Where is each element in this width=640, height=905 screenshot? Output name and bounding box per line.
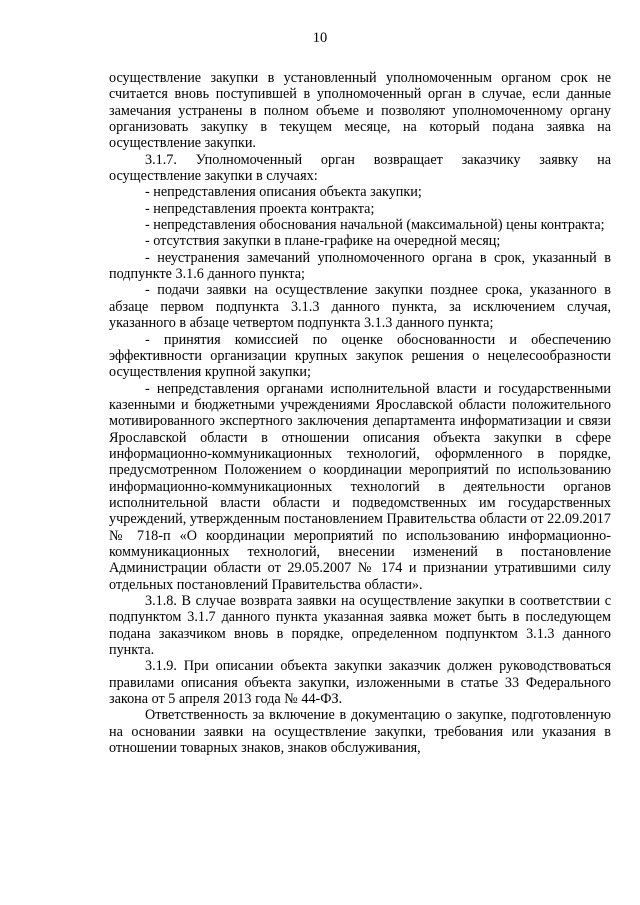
list-item: - подачи заявки на осуществление закупки позднее срока, указанного в абзаце первом подпункта 3.1.3 данного пункта, за исключением случая, указанного в абзаце четвертом подпункта 3.1.3 данного пункта; <box>109 282 611 332</box>
list-item: - отсутствия закупки в плане-графике на очередной месяц; <box>145 233 501 250</box>
document-body <box>109 70 611 756</box>
paragraph-continuation: осуществление закупки в установленный уполномоченным органом срок не считается вновь поступившей в уполномоченный орган в случае, если данные замечания устранены в полном объеме и позволяют уполномоченному органу организовать закупку в текущем месяце, на который подана заявка на осуществление закупки. <box>109 70 611 152</box>
list-item: - непредставления проекта контракта; <box>145 200 375 217</box>
page-number: 10 <box>312 30 328 46</box>
list-item: - принятия комиссией по оценке обоснованности и обеспечению эффективности организации крупных закупок решения о нецелесообразности осуществления крупной закупки; <box>109 331 611 381</box>
list-item: - непредставления обоснования начальной (максимальной) цены контракта; <box>145 217 605 234</box>
paragraph-3-1-9: 3.1.9. При описании объекта закупки заказчик должен руководствоваться правилами описания объекта закупки, изложенными в статье 33 Федерального закона от 5 апреля 2013 года № 44-ФЗ. <box>109 658 611 708</box>
paragraph-responsibility: Ответственность за включение в документацию о закупке, подготовленную на основании заявки на осуществление закупки, требования или указания в отношении товарных знаков, знаков обслуживания, <box>109 707 611 757</box>
list-item: - неустранения замечаний уполномоченного органа в срок, указанный в подпункте 3.1.6 данного пункта; <box>109 249 611 283</box>
paragraph-3-1-8: 3.1.8. В случае возврата заявки на осуществление закупки в соответствии с подпунктом 3.1.7 данного пункта указанная заявка может быть в последующем подана заказчиком вновь в порядке, определенном подпунктом 3.1.3 данного пункта. <box>109 593 611 659</box>
list-item: - непредставления органами исполнительной власти и государственными казенными и бюджетными учреждениями Ярославской области положительного мотивированного экспертного заключения департамента информатизации и связи Ярославской области в отношении описания объекта закупки в сфере информационно-коммуникационных технологий, оформленного в порядке, предусмотренном Положением о координации мероприятий по использованию информационно-коммуникационных технологий в деятельности органов исполнительной власти области и подведомственных им государственных учреждений, утвержденным постановлением Правительства области от 22.09.2017 № 718-п «О координации мероприятий по использованию информационно-коммуникационных технологий, внесении изменений в постановление Администрации области от 29.05.2007 № 174 и признании утратившими силу отдельных постановлений Правительства области». <box>109 380 611 593</box>
list-item: - непредставления описания объекта закупки; <box>145 184 422 201</box>
paragraph-3-1-7: 3.1.7. Уполномоченный орган возвращает заказчику заявку на осуществление закупки в случаях: <box>109 151 611 185</box>
